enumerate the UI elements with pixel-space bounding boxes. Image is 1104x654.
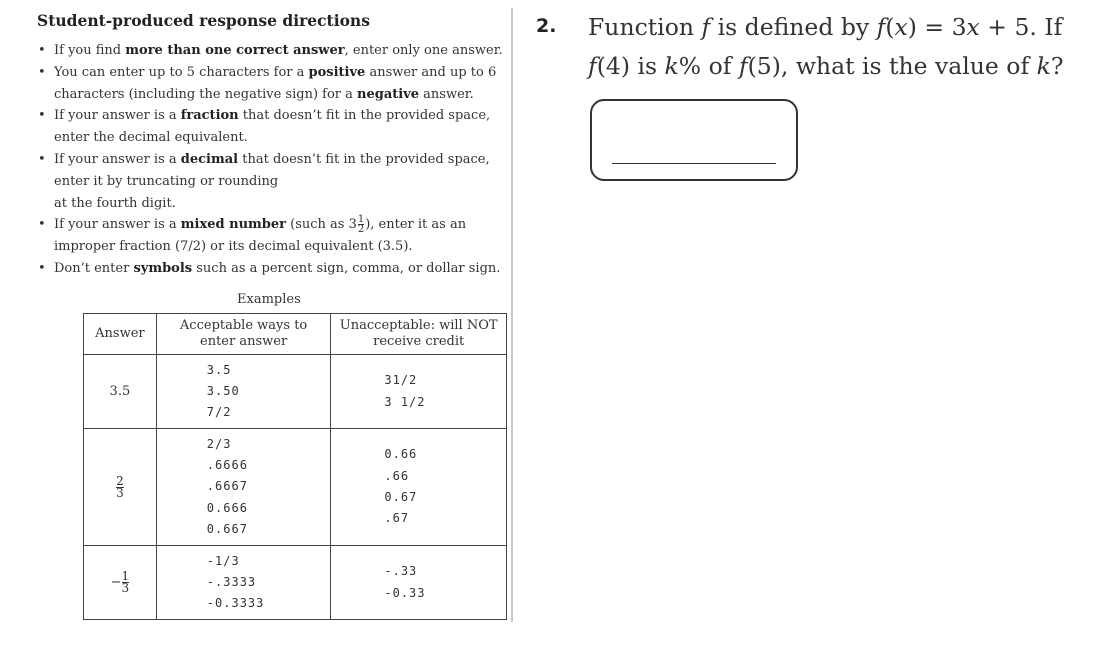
examples-caption: Examples [237, 292, 301, 307]
answer-box[interactable] [590, 99, 798, 181]
acceptable-cell [156, 355, 331, 429]
header-acceptable: Acceptable ways to enter answer [156, 314, 331, 355]
acceptable-cell [156, 546, 331, 620]
acceptable-entry: -0.3333 [206, 596, 265, 611]
unacceptable-entry: .67 [384, 511, 410, 526]
header-answer: Answer [84, 314, 157, 355]
mixed-number-fraction [358, 215, 364, 234]
rule-bold: more than one correct answer [125, 43, 345, 58]
list-item [37, 62, 507, 106]
question-fragment: ? [1050, 52, 1064, 80]
rule-text: answer and up to 6 characters (including the negative sign) for a [54, 64, 497, 102]
acceptable-entry: 3.50 [206, 383, 240, 398]
unacceptable-cell [331, 546, 507, 620]
unacceptable-entry: 31/2 [384, 373, 418, 388]
table-row [84, 355, 507, 429]
negative-sign: − [110, 575, 122, 590]
fraction-numerator: 1 [357, 214, 365, 226]
examples-table [83, 313, 507, 620]
acceptable-entry: 3.5 [206, 362, 232, 377]
unacceptable-entry: -.33 [384, 564, 418, 579]
acceptable-entry: -.3333 [206, 574, 257, 589]
math-var: x [894, 13, 908, 41]
math-var: f [588, 52, 597, 80]
table-row [84, 429, 507, 546]
rule-text: If you find [54, 43, 126, 58]
list-item [37, 149, 507, 214]
answer-fraction [122, 571, 130, 594]
acceptable-cell [156, 429, 331, 546]
unacceptable-entry: 0.67 [384, 490, 418, 504]
answer-input[interactable] [612, 131, 776, 163]
rule-text: Don’t enter [54, 260, 134, 276]
acceptable-entry: -1/3 [206, 553, 240, 568]
rule-text: If your answer is a [54, 151, 181, 167]
list-item [37, 105, 507, 149]
math-var: k [664, 52, 679, 80]
acceptable-entry: 2/3 [206, 436, 232, 451]
rule-text: You can enter up to 5 characters for a [54, 64, 309, 80]
directions-heading: Student-produced response directions [37, 11, 370, 30]
question-fragment: % of [678, 52, 739, 80]
rule-text: such as a percent sign, comma, or dollar sign. [192, 260, 501, 276]
answer-underline [612, 163, 776, 164]
question-fragment: Function [588, 13, 702, 41]
rule-text: that doesn’t fit in the provided space, enter the decimal equivalent. [54, 108, 491, 146]
math-var: k [1036, 52, 1051, 80]
math-var: f [701, 13, 711, 41]
unacceptable-entry: -0.33 [384, 585, 426, 600]
answer-fraction [116, 473, 124, 500]
table-header-row [84, 314, 507, 355]
fraction-numerator: 1 [121, 569, 130, 583]
question-fragment: ) = 3 [907, 13, 967, 41]
unacceptable-cell [331, 429, 507, 546]
acceptable-entry: .6666 [206, 458, 248, 473]
rule-bold: decimal [180, 151, 239, 167]
question-fragment: is defined by [710, 13, 877, 41]
rule-text: at the fourth digit. [54, 195, 176, 211]
acceptable-entry: 0.667 [206, 521, 248, 536]
rule-text: answer. [419, 86, 474, 102]
table-row [84, 546, 507, 620]
unacceptable-entry: 3 1/2 [384, 394, 426, 409]
fraction-numerator: 2 [116, 473, 124, 488]
rule-text: (such as 3 [285, 217, 357, 233]
rule-bold: symbols [133, 260, 193, 276]
rule-bold: negative [357, 86, 420, 102]
list-item [37, 40, 507, 62]
fraction-denominator: 3 [121, 581, 130, 595]
rule-text: ), enter it as an improper fraction (7/2) or its decimal equivalent (3.5). [54, 217, 467, 255]
math-var: x [966, 13, 980, 41]
question-fragment: + 5. If [979, 13, 1063, 41]
rule-text: that doesn’t fit in the provided space, enter it by truncating or rounding [54, 151, 490, 189]
answer-cell [84, 546, 157, 620]
list-item [37, 214, 507, 258]
fraction-denominator: 2 [357, 224, 365, 236]
answer-cell: 3.5 [84, 355, 157, 429]
rule-text: If your answer is a [54, 217, 181, 233]
rule-bold: fraction [180, 108, 239, 124]
question-text [588, 8, 1088, 86]
math-var: f [876, 13, 886, 41]
unacceptable-entry: .66 [384, 468, 410, 483]
column-divider [511, 8, 513, 622]
unacceptable-entry: 0.66 [384, 447, 418, 462]
rule-text: , enter only one answer. [344, 43, 503, 58]
rule-bold: mixed number [180, 217, 286, 233]
unacceptable-cell [331, 355, 507, 429]
directions-list [37, 40, 507, 280]
acceptable-entry: 0.666 [206, 500, 248, 515]
question-number: 2. [536, 15, 557, 37]
math-var: f [738, 52, 748, 80]
fraction-denominator: 3 [116, 485, 124, 500]
question-fragment: (4) is [596, 52, 665, 80]
answer-cell [84, 429, 157, 546]
header-unacceptable: Unacceptable: will NOT receive credit [331, 314, 507, 355]
acceptable-entry: 7/2 [206, 405, 232, 420]
list-item [37, 258, 507, 280]
question-fragment: (5), what is the value of [747, 52, 1037, 80]
question-fragment: ( [885, 13, 895, 41]
rule-text: If your answer is a [54, 108, 181, 124]
acceptable-entry: .6667 [206, 479, 248, 494]
rule-bold: positive [308, 64, 366, 80]
